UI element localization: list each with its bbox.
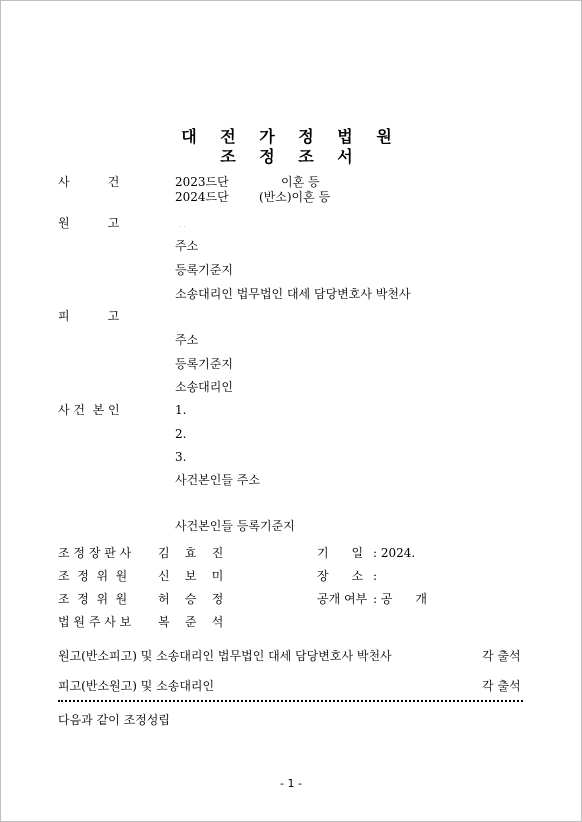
principals-address: 사건본인들 주소 (175, 473, 260, 487)
case-name-1: 이혼 등 (281, 175, 320, 189)
defendant-address: 주소 (175, 333, 199, 347)
principals-label: 사 건 본 인 (58, 403, 120, 417)
document-title: 조 정 조 서 (220, 147, 362, 166)
disclosure-value: : 공 개 (373, 592, 427, 606)
principal-item-3: 3. (175, 450, 187, 464)
court-name: 대 전 가 정 법 원 (181, 127, 401, 146)
official-name-2: 신 보 미 (158, 569, 224, 583)
defendant-label: 피 고 (58, 309, 120, 323)
place-label: 장 소 (317, 569, 364, 583)
official-name-3: 허 승 정 (158, 592, 224, 606)
principals-registry: 사건본인들 등록기준지 (175, 519, 295, 533)
defendant-registry: 등록기준지 (175, 357, 233, 371)
official-role-1: 조 정 장 판 사 (58, 546, 132, 560)
mediation-result: 다음과 같이 조정성립 (58, 713, 170, 727)
session-date-value: : 2024. (373, 546, 416, 560)
principal-item-1: 1. (175, 403, 187, 417)
attendance-party-2: 피고(반소원고) 및 소송대리인 (58, 679, 215, 693)
dotted-divider (58, 700, 523, 702)
principal-item-2: 2. (175, 427, 187, 441)
page-number: - 1 - (280, 777, 302, 790)
case-number-1: 2023드단 (175, 175, 229, 189)
attendance-party-1: 원고(반소피고) 및 소송대리인 법무법인 대세 담당변호사 박천사 (58, 649, 392, 663)
defendant-agent: 소송대리인 (175, 380, 233, 394)
official-role-3: 조 정 위 원 (58, 592, 128, 606)
official-name-4: 복 준 석 (158, 615, 224, 629)
plaintiff-mark: . . (179, 221, 186, 229)
attendance-status-2: 각 출석 (482, 679, 521, 693)
plaintiff-address: 주소 (175, 239, 199, 253)
case-label: 사 건 (58, 175, 120, 189)
plaintiff-agent: 소송대리인 법무법인 대세 담당변호사 박천사 (175, 287, 411, 301)
official-role-2: 조 정 위 원 (58, 569, 128, 583)
case-name-2: (반소)이혼 등 (259, 190, 331, 204)
case-number-2: 2024드단 (175, 190, 229, 204)
attendance-status-1: 각 출석 (482, 649, 521, 663)
official-role-4: 법 원 주 사 보 (58, 615, 132, 629)
place-value: : (373, 569, 378, 583)
disclosure-label: 공개 여부 (317, 592, 368, 606)
official-name-1: 김 효 진 (158, 546, 224, 560)
session-date-label: 기 일 (317, 546, 364, 560)
plaintiff-label: 원 고 (58, 216, 120, 230)
plaintiff-registry: 등록기준지 (175, 263, 233, 277)
